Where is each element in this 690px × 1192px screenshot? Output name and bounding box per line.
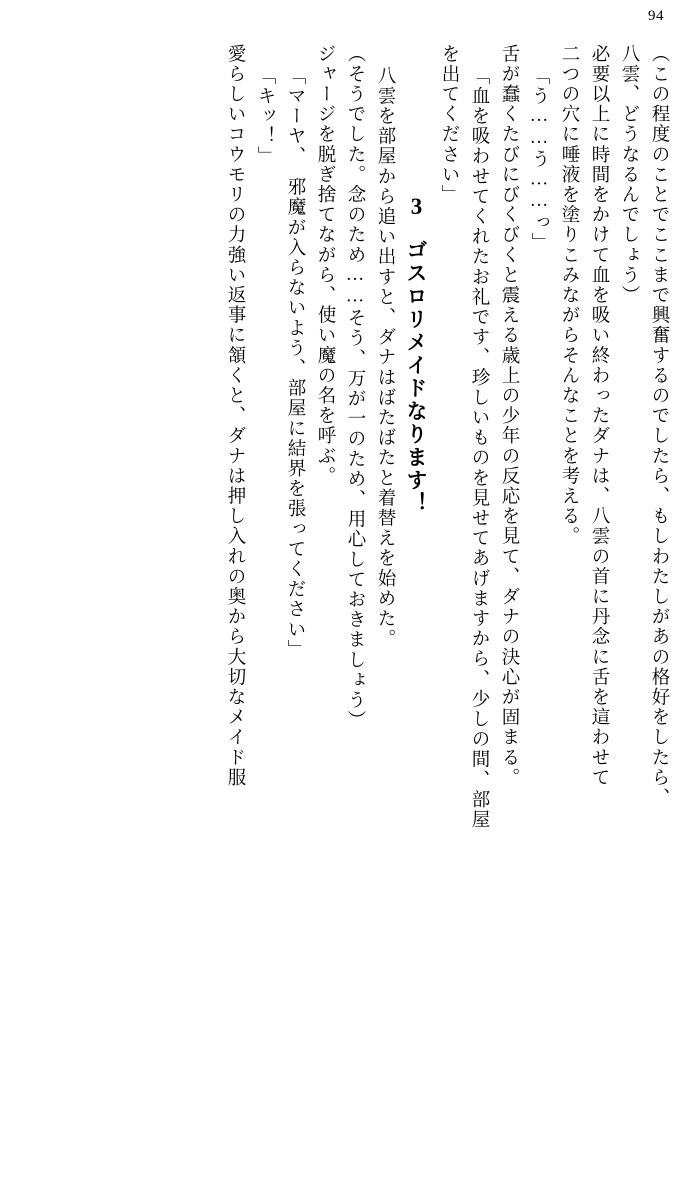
text-column: （そうでした。念のため……そう、万が一のため、用心しておきましょう） xyxy=(345,44,365,731)
text-column: 二つの穴に唾液を塗りこみながらそんなことを考える。 xyxy=(559,44,579,547)
text-column: （この程度のことでここまで興奮するのでしたら、もしわたしがあの格好をしたら、 xyxy=(649,44,669,808)
text-column: ジャージを脱ぎ捨てながら、使い魔の名を呼ぶ。 xyxy=(315,44,335,487)
text-column: 「う……う……っ」 xyxy=(529,66,549,253)
text-column: 舌が蠢くたびにびくびくと震える歳上の少年の反応を見て、ダナの決心が固まる。 xyxy=(499,44,519,788)
chapter-heading xyxy=(394,44,428,1192)
text-column: 「血を吸わせてくれたお礼です、珍しいものを見せてあげますから、少しの間、部屋 xyxy=(469,66,489,830)
vertical-text-body xyxy=(24,44,668,1042)
text-column: を出てください」 xyxy=(439,44,459,205)
chapter-title: ゴスロリメイドなります！ xyxy=(404,239,428,515)
chapter-number: 3 xyxy=(404,194,429,221)
text-column: 愛らしいコウモリの力強い返事に頷くと、ダナは押し入れの奥から大切なメイド服 xyxy=(225,44,245,788)
text-column: 必要以上に時間をかけて血を吸い終わったダナは、八雲の首に丹念に舌を這わせて xyxy=(589,44,609,788)
page-number: 94 xyxy=(648,8,664,24)
text-column: 八雲を部屋から追い出すと、ダナはばたばたと着替えを始めた。 xyxy=(375,66,395,649)
text-column: 「キッ！」 xyxy=(255,66,275,167)
text-column: 「マーヤ、 邪魔が入らないよう、部屋に結界を張ってください」 xyxy=(285,66,305,660)
text-column: 八雲、どうなるんでしょう） xyxy=(619,44,639,306)
